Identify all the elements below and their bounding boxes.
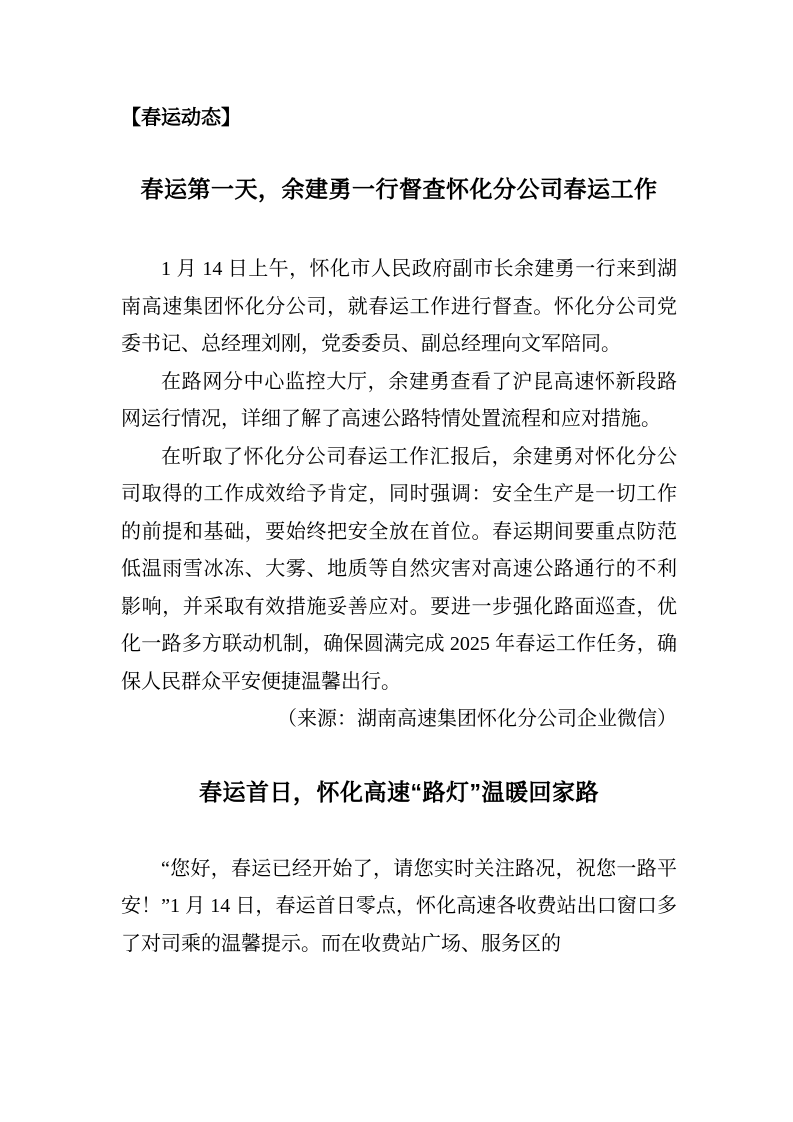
article-1-paragraph-2: 在路网分中心监控大厅，余建勇查看了沪昆高速怀新段路网运行情况，详细了解了高速公路特情处置流程和应对措施。 <box>121 370 677 430</box>
article-1-paragraph-3: 在听取了怀化分公司春运工作汇报后，余建勇对怀化分公司取得的工作成效给予肯定，同时强调：安全生产是一切工作的前提和基础，要始终把安全放在首位。春运期间要重点防范低温雨雪冰冻、大雾、地质等自然灾害对高速公路通行的不利影响，并采取有效措施妥善应对。要进一步强化路面巡查，优化一路多方联动机制，确保圆满完成 2025 年春运工作任务，确保人民群众平安便捷温馨出行。 <box>121 445 677 693</box>
article-2-title: 春运首日，怀化高速“路灯”温暖回家路 <box>199 778 599 805</box>
document-content <box>121 0 677 963</box>
article-2-paragraph-1: “您好，春运已经开始了，请您实时关注路况，祝您一路平安！”1 月 14 日，春运首日零点，怀化高速各收费站出口窗口多了对司乘的温馨提示。而在收费站广场、服务区的 <box>121 857 677 955</box>
article-1-paragraph-1: 1 月 14 日上午，怀化市人民政府副市长余建勇一行来到湖南高速集团怀化分公司，就春运工作进行督查。怀化分公司党委书记、总经理刘刚，党委委员、副总经理向文军陪同。 <box>121 258 677 355</box>
section-tag: 【春运动态】 <box>121 107 241 129</box>
article-1-source: （来源：湖南高速集团怀化分公司企业微信） <box>277 708 677 730</box>
article-1-title: 春运第一天，余建勇一行督查怀化分公司春运工作 <box>140 176 658 202</box>
